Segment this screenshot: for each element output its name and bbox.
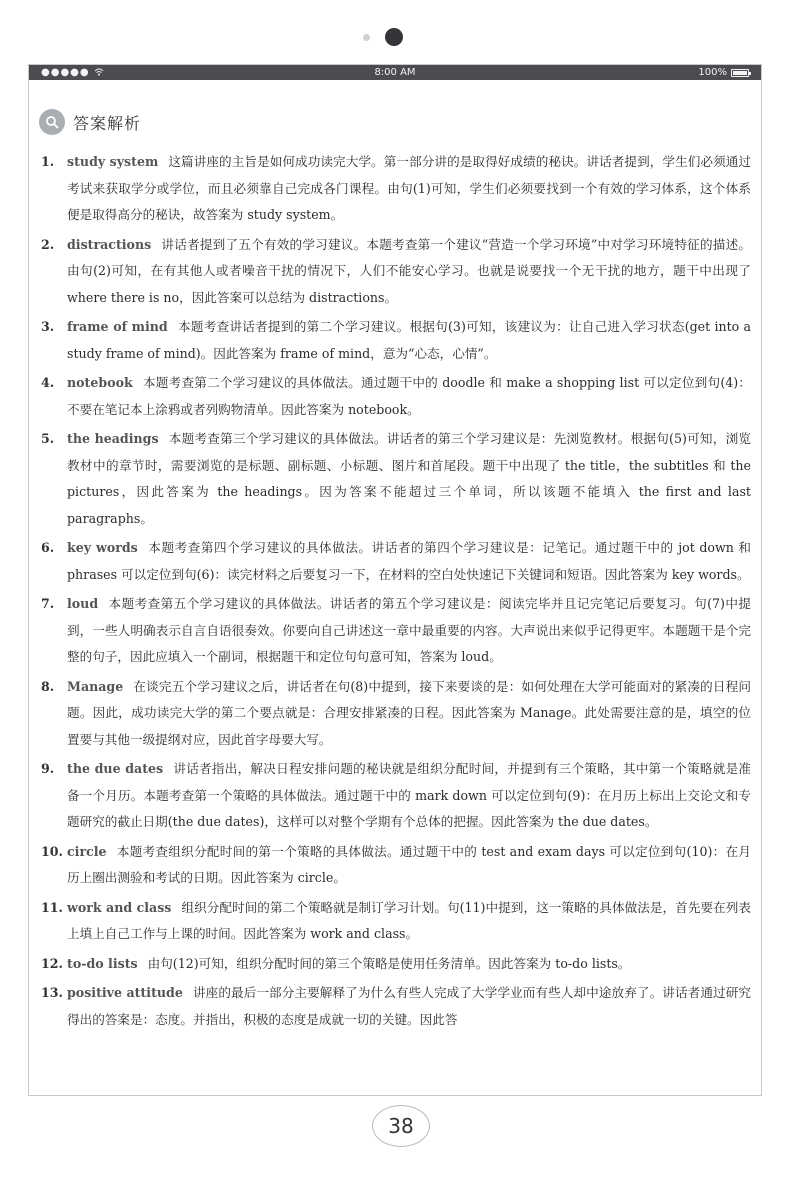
answer-item: [39, 980, 751, 1033]
explanation-text: 这篇讲座的主旨是如何成功读完大学。第一部分讲的是取得好成绩的秘诀。讲话者提到，学生们必须通过考试来获取学分或学位，而且必须靠自己完成各门课程。由句(1)可知，学生们必须要找到一个有效的学习体系，这个体系便是取得高分的秘诀，故答案为 study system。: [67, 154, 752, 222]
status-bar: [29, 65, 761, 80]
answer-item: [39, 535, 751, 588]
answer-item: [39, 895, 751, 948]
explanation-text: 组织分配时间的第二个策略就是制订学习计划。句(11)中提到，这一策略的具体做法是，首先要在列表上填上自己工作与上课的时间。因此答案为 work and class。: [67, 899, 751, 941]
answer-key: circle: [67, 843, 107, 859]
explanation-text: 本题考查第二个学习建议的具体做法。通过题干中的 doodle 和 make a shopping list 可以定位到句(4)：不要在笔记本上涂鸦或者列购物清单。因此答案为 notebook。: [67, 375, 751, 417]
battery-status: [698, 65, 749, 80]
front-sensor-dot: [363, 34, 370, 41]
explanation-text: 讲话者指出，解决日程安排问题的秘诀就是组织分配时间，并提到有三个策略，其中第一个策略就是准备一个月历。本题考查第一个策略的具体做法。通过题干中的 mark down 可以定位到句(9)：在月历上标出上交论文和专题研究的截止日期(the due dates)，这样可以对整个学期有个总体的把握。因此答案为 the due dates。: [67, 761, 752, 829]
answer-item: [39, 426, 751, 532]
status-time: 8:00 AM: [374, 67, 416, 78]
answer-item: [39, 232, 751, 312]
answer-item: [39, 674, 751, 754]
answer-item: [39, 149, 751, 229]
item-number: 13.: [41, 985, 63, 1000]
explanation-text: 由句(12)可知，组织分配时间的第三个策略是使用任务清单。因此答案为 to-do lists。: [147, 955, 631, 971]
search-icon: [39, 109, 65, 135]
explanation-text: 本题考查第四个学习建议的具体做法。讲话者的第四个学习建议是：记笔记。通过题干中的 jot down 和 phrases 可以定位到句(6)：读完材料之后要复习一下，在材料的空白处快速记下关键词和短语。因此答案为 key words。: [67, 540, 752, 582]
item-number: 12.: [41, 955, 63, 971]
section-header: [39, 109, 141, 135]
battery-icon: [731, 69, 749, 77]
answer-key: key words: [67, 540, 138, 555]
answer-key: the headings: [67, 431, 159, 446]
answer-key: frame of mind: [67, 319, 168, 334]
battery-percent: 100%: [698, 67, 727, 78]
explanation-text: 讲话者提到了五个有效的学习建议。本题考查第一个建议“营造一个学习环境”中对学习环境特征的描述。由句(2)可知，在有其他人或者噪音干扰的情况下，人们不能安心学习。也就是说要找一个无干扰的地方，题干中出现了 where there is no，因此答案可以总结为 distractions。: [67, 236, 751, 305]
answer-key: loud: [67, 596, 99, 611]
answer-item: [39, 756, 751, 836]
answer-key: study system: [67, 154, 159, 169]
answer-list: [39, 149, 751, 1033]
answer-key: distractions: [67, 236, 152, 252]
item-number: 6.: [41, 540, 55, 555]
signal-dots: ●●●●●: [41, 67, 94, 78]
answer-item: [39, 839, 751, 892]
item-number: 8.: [41, 678, 55, 694]
item-number: 4.: [41, 375, 55, 390]
explanation-text: 本题考查第五个学习建议的具体做法。讲话者的第五个学习建议是：阅读完毕并且记完笔记后要复习。句(7)中提到，一些人明确表示自言自语很奏效。你要向自己讲述这一章中最重要的内容。大声说出来似乎记得更牢。本题题干是个完整的句子，因此应填入一个副词，根据题干和定位句句意可知，答案为 loud。: [67, 596, 751, 664]
answer-key: notebook: [67, 375, 133, 390]
item-number: 11.: [41, 899, 63, 915]
item-number: 7.: [41, 596, 55, 611]
answer-key: the due dates: [67, 761, 164, 776]
explanation-text: 本题考查第三个学习建议的具体做法。讲话者的第三个学习建议是：先浏览教材。根据句(5)可知，浏览教材中的章节时，需要浏览的是标题、副标题、小标题、图片和首尾段。题干中出现了 the title，the subtitles 和 the pictures，因此答案为 the headings。因为答案不能超过三个单词，所以该题不能填入 the first and last paragraphs。: [67, 431, 751, 526]
explanation-text: 本题考查组织分配时间的第一个策略的具体做法。通过题干中的 test and exam days 可以定位到句(10)：在月历上圈出测验和考试的日期。因此答案为 circle。: [67, 843, 751, 885]
explanation-text: 在谈完五个学习建议之后，讲话者在句(8)中提到，接下来要谈的是：如何处理在大学可能面对的紧凑的日程问题。因此，成功读完大学的第二个要点就是：合理安排紧凑的日程。因此答案为 Manage。此处需要注意的是，填空的位置要与其他一级提纲对应，因此首字母要大写。: [67, 678, 751, 747]
page-number-badge: [372, 1105, 430, 1147]
answer-item: [39, 370, 751, 423]
answer-item: [39, 591, 751, 671]
front-camera: [385, 28, 403, 46]
item-number: 2.: [41, 236, 55, 252]
item-number: 1.: [41, 154, 55, 169]
explanation-text: 本题考查讲话者提到的第二个学习建议。根据句(3)可知，该建议为：让自己进入学习状态(get into a study frame of mind)。因此答案为 frame of mind，意为“心态，心情”。: [67, 319, 752, 361]
page-number: 38: [388, 1114, 414, 1138]
answer-item: [39, 314, 751, 367]
item-number: 9.: [41, 761, 55, 776]
item-number: 10.: [41, 843, 63, 859]
answer-key: Manage: [67, 678, 124, 694]
answer-key: work and class: [67, 899, 172, 915]
tablet-screen: [28, 64, 762, 1096]
section-title: 答案解析: [73, 113, 142, 133]
answer-item: [39, 951, 751, 978]
answer-key: positive attitude: [67, 985, 183, 1000]
item-number: 3.: [41, 319, 55, 334]
answer-key: to-do lists: [67, 955, 138, 971]
explanation-text: 讲座的最后一部分主要解释了为什么有些人完成了大学学业而有些人却中途放弃了。讲话者通过研究得出的答案是：态度。并指出，积极的态度是成就一切的关键。因此答: [67, 985, 751, 1027]
item-number: 5.: [41, 431, 55, 446]
